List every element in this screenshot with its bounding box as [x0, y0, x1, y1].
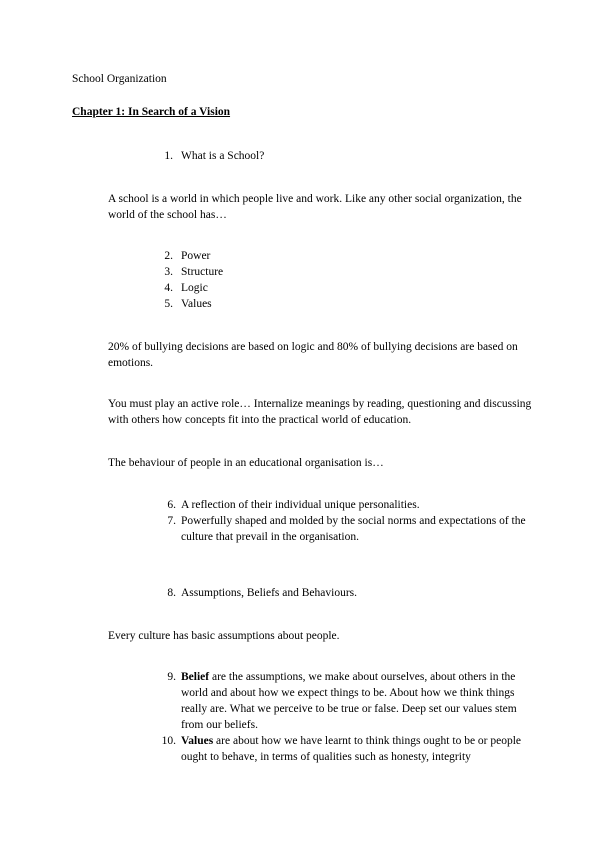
list-number: 4.	[164, 282, 173, 294]
list-text: Power	[181, 250, 211, 262]
term-values: Values	[181, 735, 214, 747]
list-text: Structure	[181, 266, 224, 278]
paragraph-bullying: 20% of bullying decisions are based on logic and 80% of bullying decisions are based on emotions.	[108, 341, 518, 369]
list-text	[181, 669, 533, 733]
paragraph-active-role: You must play an active role… Internalize meanings by reading, questioning and discussing with others how concepts fit into the practical world of education.	[108, 398, 532, 426]
chapter-heading: Chapter 1: In Search of a Vision	[72, 106, 231, 118]
list-number: 9.	[167, 671, 176, 683]
list-text	[181, 733, 533, 765]
list-text: Powerfully shaped and molded by the social norms and expectations of the culture that prevail in the organisation.	[181, 515, 526, 543]
paragraph-culture: Every culture has basic assumptions about people.	[108, 630, 340, 642]
list-number: 1.	[164, 150, 173, 162]
list-number: 5.	[164, 298, 173, 310]
list-text: Values	[181, 298, 212, 310]
list-item-power	[155, 248, 210, 264]
list-number: 2.	[164, 250, 173, 262]
list-number: 8.	[167, 587, 176, 599]
paragraph-behaviour: The behaviour of people in an educational organisation is…	[108, 457, 384, 469]
list-item-structure	[155, 264, 223, 280]
list-number: 7.	[167, 515, 176, 527]
list-number: 10.	[161, 735, 176, 747]
list-text: What is a School?	[181, 150, 265, 162]
list-number: 3.	[164, 266, 173, 278]
belief-definition: are the assumptions, we make about ourselves, about others in the world and about how we expect things to be. About how we think things really are. What we perceive to be true or false. Deep set our values stem from our beliefs.	[181, 671, 517, 731]
list-item-1	[155, 148, 264, 164]
list-text: Logic	[181, 282, 208, 294]
list-item-logic	[155, 280, 208, 296]
list-text: Assumptions, Beliefs and Behaviours.	[181, 587, 357, 599]
document-title: School Organization	[72, 73, 167, 85]
values-definition: are about how we have learnt to think things ought to be or people ought to behave, in terms of qualities such as honesty, integrity	[181, 735, 522, 763]
list-text: A reflection of their individual unique personalities.	[181, 499, 420, 511]
term-belief: Belief	[181, 671, 210, 683]
list-number: 6.	[167, 499, 176, 511]
paragraph-school-world: A school is a world in which people live and work. Like any other social organization, the world of the school has…	[108, 193, 522, 221]
list-item-values	[155, 296, 212, 312]
